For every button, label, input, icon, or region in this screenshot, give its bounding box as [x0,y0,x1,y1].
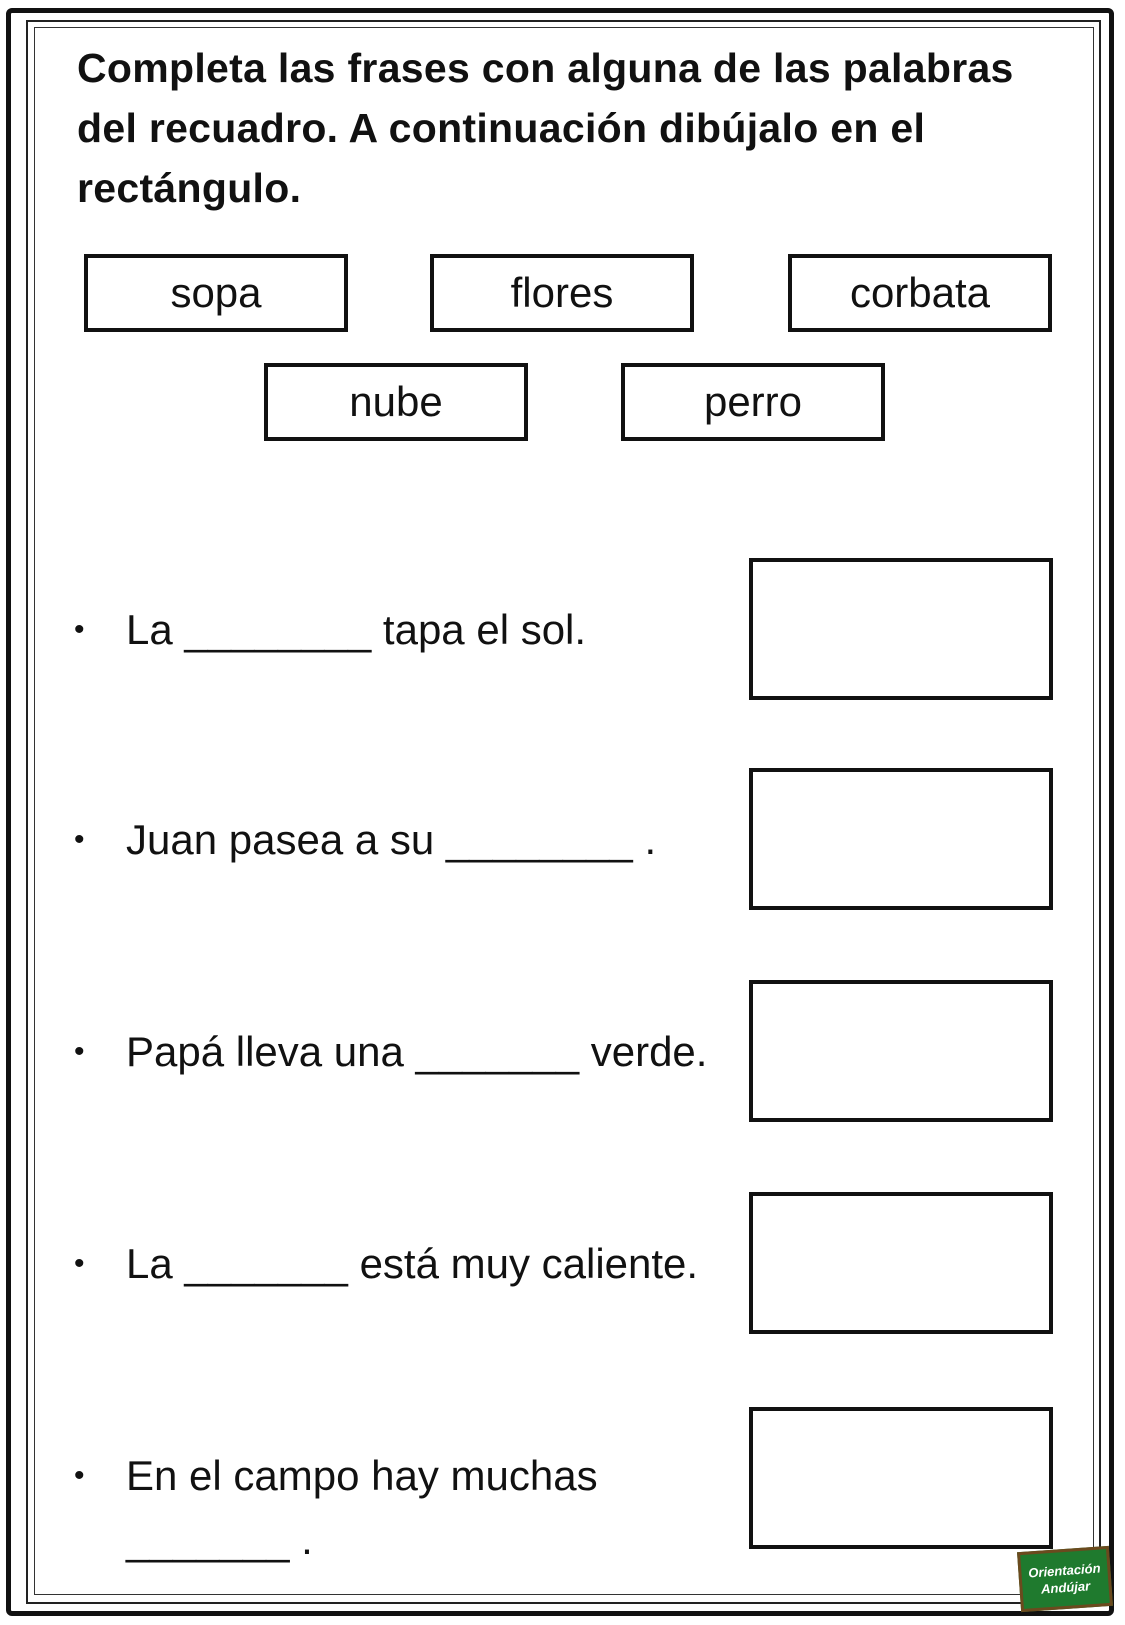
sentence-text: La ________ tapa el sol. [126,606,587,653]
sentence-2 [74,808,754,872]
bullet-icon: • [74,1035,85,1068]
logo-line-2: Andújar [1040,1578,1091,1597]
sentence-text: Juan pasea a su ________ . [126,816,657,863]
bullet-icon: • [74,613,85,646]
drawing-box-1[interactable] [749,558,1053,700]
sentence-3 [74,1020,754,1084]
word-box-nube: nube [264,363,528,441]
word-box-sopa: sopa [84,254,348,332]
logo-line-1: Orientación [1027,1560,1101,1581]
orientacion-andujar-logo [1017,1546,1113,1612]
bullet-icon: • [74,1459,85,1492]
word-box-flores: flores [430,254,694,332]
sentence-text: La _______ está muy caliente. [126,1240,699,1287]
bullet-icon: • [74,823,85,856]
instructions-heading: Completa las frases con alguna de las palabras del recuadro. A continuación dibújalo en el rectángulo. [77,45,1014,211]
sentence-4 [74,1232,754,1296]
word-box-corbata: corbata [788,254,1052,332]
sentence-text: Papá lleva una _______ verde. [126,1028,708,1075]
drawing-box-3[interactable] [749,980,1053,1122]
drawing-box-2[interactable] [749,768,1053,910]
sentence-5 [74,1444,674,1572]
drawing-box-4[interactable] [749,1192,1053,1334]
word-box-perro: perro [621,363,885,441]
bullet-icon: • [74,1247,85,1280]
sentence-text: En el campo hay muchas _______ . [126,1452,598,1563]
drawing-box-5[interactable] [749,1407,1053,1549]
sentence-1 [74,598,754,662]
